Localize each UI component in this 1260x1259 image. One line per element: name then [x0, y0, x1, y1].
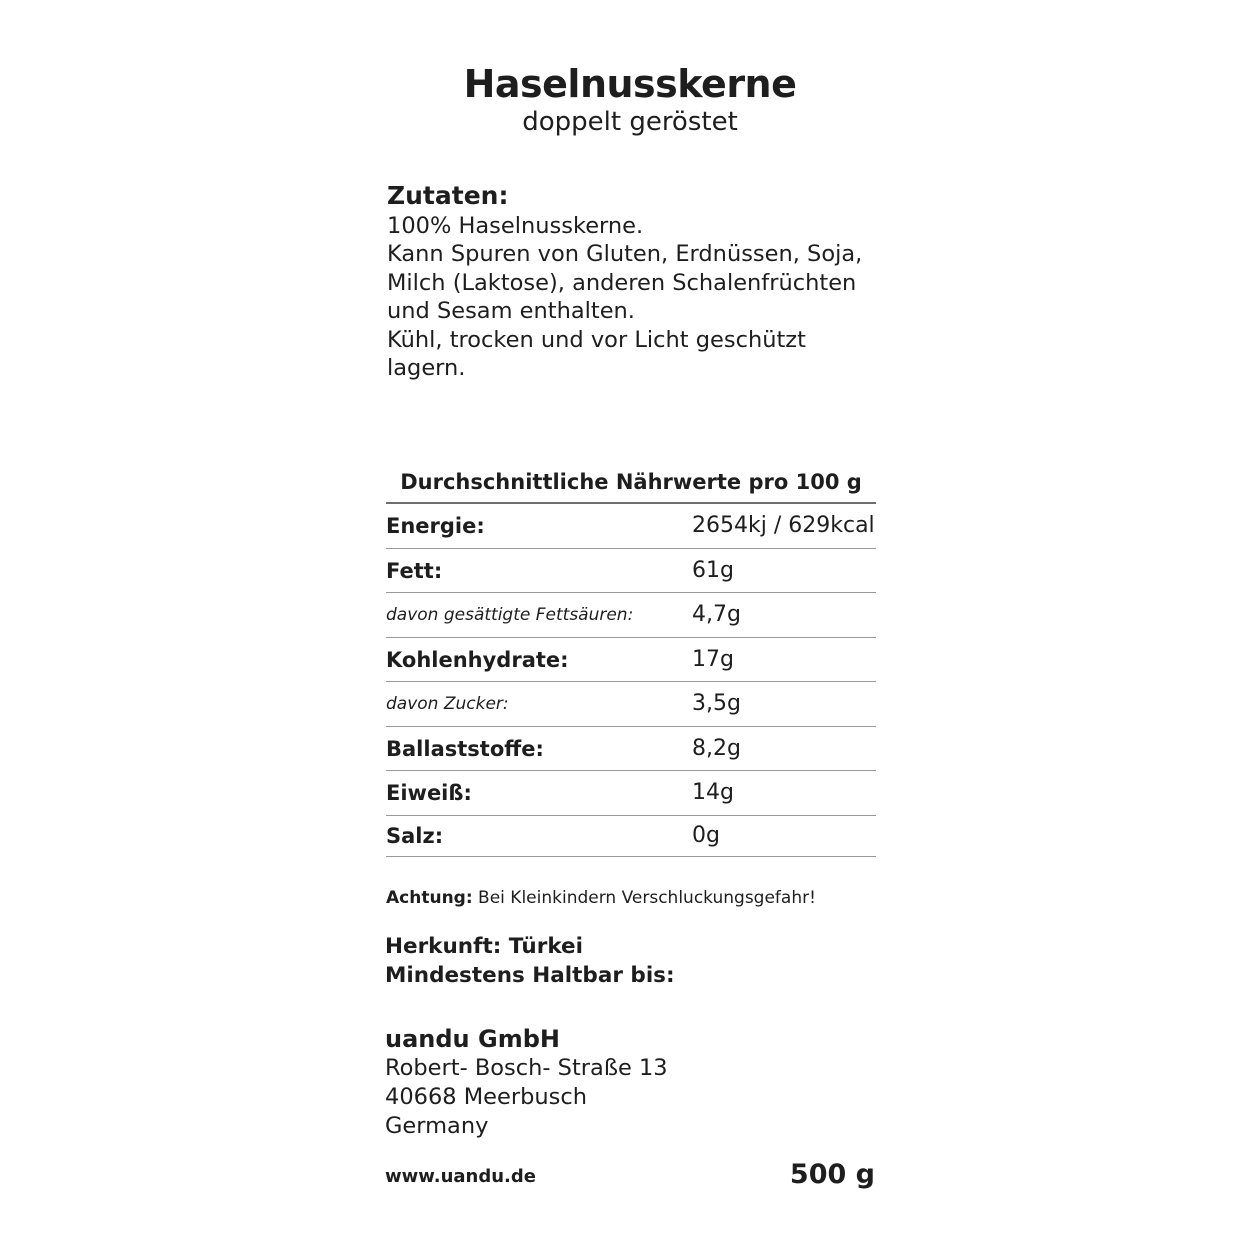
nutrition-value: 8,2g [692, 735, 741, 761]
nutrition-value: 4,7g [692, 602, 741, 627]
ingredients-line: Kühl, trocken und vor Licht geschützt [387, 326, 806, 353]
nutrition-row-carbohydrates [386, 638, 876, 683]
ingredients-line: 100% Haselnusskerne. [387, 213, 644, 239]
company-name: uandu GmbH [385, 1025, 560, 1053]
nutrition-row-salt [386, 816, 876, 857]
nutrition-label: davon gesättigte Fettsäuren: [386, 605, 634, 625]
ingredients-line: Kann Spuren von Gluten, Erdnüssen, Soja, [387, 241, 863, 268]
ingredients-line: und Sesam enthalten. [387, 298, 635, 325]
best-before: Mindestens Haltbar bis: [385, 963, 675, 988]
origin-country: Herkunft: Türkei [385, 934, 584, 959]
nutrition-row-fat [386, 549, 876, 594]
nutrition-value: 0g [692, 822, 720, 848]
company-country: Germany [385, 1113, 489, 1139]
product-title: Haselnusskerne [463, 62, 797, 106]
nutrition-value: 14g [692, 780, 734, 805]
nutrition-table-heading: Durchschnittliche Nährwerte pro 100 g [386, 462, 876, 504]
origin-info [385, 932, 675, 990]
nutrition-row-sugar [386, 682, 876, 727]
choking-warning [386, 885, 816, 911]
ingredients-text [387, 212, 887, 382]
warning-text: Bei Kleinkindern Verschluckungsgefahr! [472, 888, 816, 908]
nutrition-value: 2654kj / 629kcal [692, 513, 875, 538]
company-street: Robert- Bosch- Straße 13 [385, 1055, 668, 1081]
nutrition-row-fiber [386, 727, 876, 772]
nutrition-label: Kohlenhydrate: [386, 647, 569, 672]
nutrition-label: davon Zucker: [386, 694, 509, 714]
website-link[interactable]: www.uandu.de [385, 1166, 536, 1187]
nutrition-value: 3,5g [692, 691, 741, 716]
nutrition-row-saturated-fat [386, 593, 876, 638]
ingredients-heading: Zutaten: [387, 181, 509, 210]
nutrition-label: Fett: [386, 558, 443, 583]
nutrition-row-energy [386, 504, 876, 549]
ingredients-line: lagern. [387, 355, 466, 382]
ingredients-line: Milch (Laktose), anderen Schalenfrüchten [387, 269, 857, 296]
nutrition-label: Salz: [386, 823, 444, 848]
nutrition-row-protein [386, 771, 876, 816]
nutrition-label: Energie: [386, 514, 485, 538]
company-address [385, 1025, 668, 1141]
company-city: 40668 Meerbusch [385, 1084, 587, 1110]
product-subtitle: doppelt geröstet [522, 107, 738, 137]
net-weight: 500 g [789, 1159, 875, 1190]
warning-label: Achtung: [386, 888, 473, 908]
nutrition-value: 61g [692, 557, 734, 583]
nutrition-value: 17g [692, 646, 734, 672]
nutrition-label: Eiweiß: [386, 781, 472, 805]
nutrition-label: Ballaststoffe: [386, 736, 544, 761]
nutrition-table [386, 462, 876, 857]
